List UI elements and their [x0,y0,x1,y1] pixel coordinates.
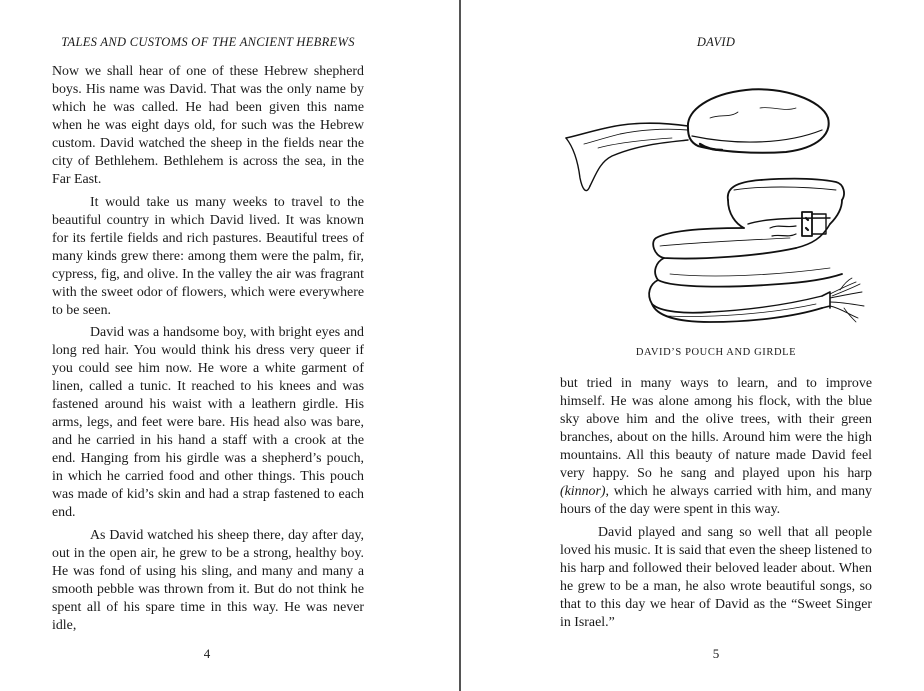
paragraph-4: As David watched his sheep there, day after day, out in the open air, he grew to be a strong, healthy boy. He was fond of using his sling, and many and many a smooth pebble was thrown from it. But do not think he spent all of his spare time in this way. He was never idle, [52,527,364,633]
right-page [462,0,924,691]
page-number-right: 5 [712,646,720,661]
book-gutter [459,0,461,691]
paragraph-5: David played and sang so well that all people loved his music. It is said that even the sheep listened to his harp and followed their beloved leader about. When he grew to be a man, he also wrote beautiful songs, so that to this day we hear of David as the “Sweet Singer in Israel.” [560,524,872,630]
paragraph-1: Now we shall hear of one of these Hebrew shepherd boys. His name was David. That was the only name by which he was called. He had been given this name when he was eight days old, for such was the Hebrew custom. David watched the sheep in the fields near the city of Bethlehem. Bethlehem is across the sea, in the Far East. [52,64,364,187]
page-number-left: 4 [203,646,211,661]
illustration-caption: DAVID’S POUCH AND GIRDLE [635,347,797,358]
paragraph-continued-part1: but tried in many ways to learn, and to improve himself. He was alone among his flock, with the blue sky above him and the olive trees, with their green branches, about on the hills. Around him were the high mountains. All this beauty of nature made David feel very happy. So he sang and played upon his harp [560,376,872,481]
paragraph-continued [560,375,872,519]
paragraph-3: David was a handsome boy, with bright eyes and long red hair. You would think his dress very queer if you could see him now. He wore a white garment of linen, called a tunic. It reached to his knees and was fastened around his waist with a leathern girdle. His arms, legs, and feet were bare. His head also was bare, and he carried in his hand a staff with a crook at the end. Hanging from his girdle was a shepherd’s pouch, in which he carried food and other things. This pouch was made of kid’s skin and had a strap fastened to each end. [52,325,364,520]
running-head-left: TALES AND CUSTOMS OF THE ANCIENT HEBREWS [61,35,355,49]
running-head-right: DAVID [696,35,736,49]
paragraph-continued-part2: , which he always carried with him, and many hours of the day were spent in this way. [560,484,872,517]
paragraph-2: It would take us many weeks to travel to the beautiful country in which David lived. It was known for its fertile fields and rich pastures. Beautiful trees of many kinds grew there: among them were the palm, fir, cypress, fig, and olive. In the valley the air was fragrant with the sweet odor of flowers, which were everywhere to be seen. [52,194,364,318]
kinnor-term: (kinnor) [560,484,606,499]
left-page-text [52,63,364,639]
right-page-text [560,375,872,636]
left-page [0,0,460,691]
pouch-and-girdle-drawing-icon [560,78,872,338]
